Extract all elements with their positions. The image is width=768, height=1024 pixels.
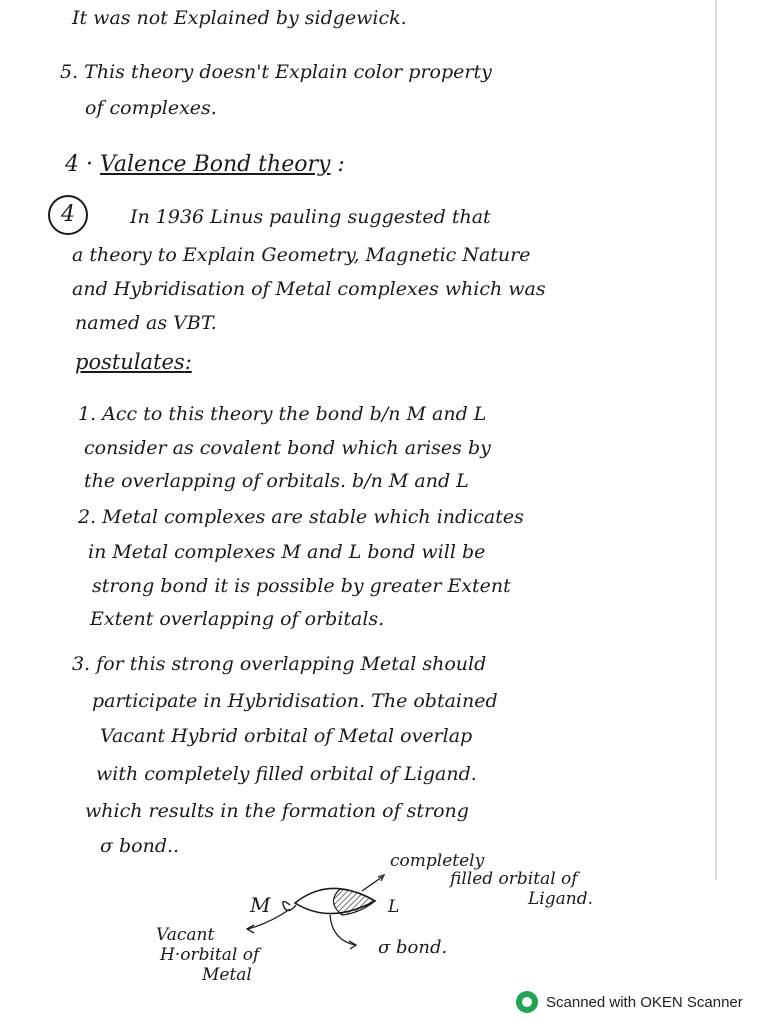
text-line: 2. Metal complexes are stable which indicates [78,506,524,528]
heading-number: 4 · [65,152,93,177]
text-line: strong bond it is possible by greater Extent [92,575,511,597]
vacant-label-2: H·orbital of [160,945,260,965]
circled-number: 4 [48,195,88,235]
text-line: Vacant Hybrid orbital of Metal overlap [100,725,473,747]
postulates-colon: : [184,350,192,374]
ligand-label: L [388,897,400,917]
filled-label-1: completely [390,851,485,871]
text-line: In 1936 Linus pauling suggested that [130,206,491,228]
filled-label-2: filled orbital of [450,869,578,889]
text-line: 5. This theory doesn't Explain color property [60,61,492,83]
text-line: consider as covalent bond which arises by [84,437,491,459]
text-line: Extent overlapping of orbitals. [90,608,385,630]
heading-colon: : [337,152,345,177]
vacant-label-3: Metal [202,965,252,985]
orbital-overlap-diagram [150,845,630,985]
metal-label: M [250,893,271,917]
postulates-heading [75,350,192,374]
vacant-label-1: Vacant [156,925,215,945]
text-line: with completely filled orbital of Ligand. [96,763,477,785]
text-line: the overlapping of orbitals. b/n M and L [84,470,469,492]
section-heading [65,152,345,177]
text-line: named as VBT. [75,312,217,334]
scanner-footer-text: Scanned with OKEN Scanner [546,993,743,1011]
text-line: and Hybridisation of Metal complexes which was [72,278,546,300]
text-line: σ bond.. [100,835,180,857]
text-line: participate in Hybridisation. The obtained [92,690,498,712]
sigma-bond-label: σ bond. [378,937,448,958]
oken-scanner-logo-icon [516,991,538,1013]
text-line: a theory to Explain Geometry, Magnetic Nature [72,244,531,266]
filled-label-3: Ligand. [528,889,593,909]
text-line: 3. for this strong overlapping Metal should [72,653,487,675]
text-line: 1. Acc to this theory the bond b/n M and L [78,403,487,425]
text-line: of complexes. [85,97,217,119]
postulates-label: postulates [75,350,185,374]
heading-title: Valence Bond theory [99,152,331,177]
text-line: in Metal complexes M and L bond will be [88,541,486,563]
text-line: It was not Explained by sidgewick. [72,7,407,29]
text-line: which results in the formation of strong [85,800,469,822]
scanner-footer [516,988,743,1016]
